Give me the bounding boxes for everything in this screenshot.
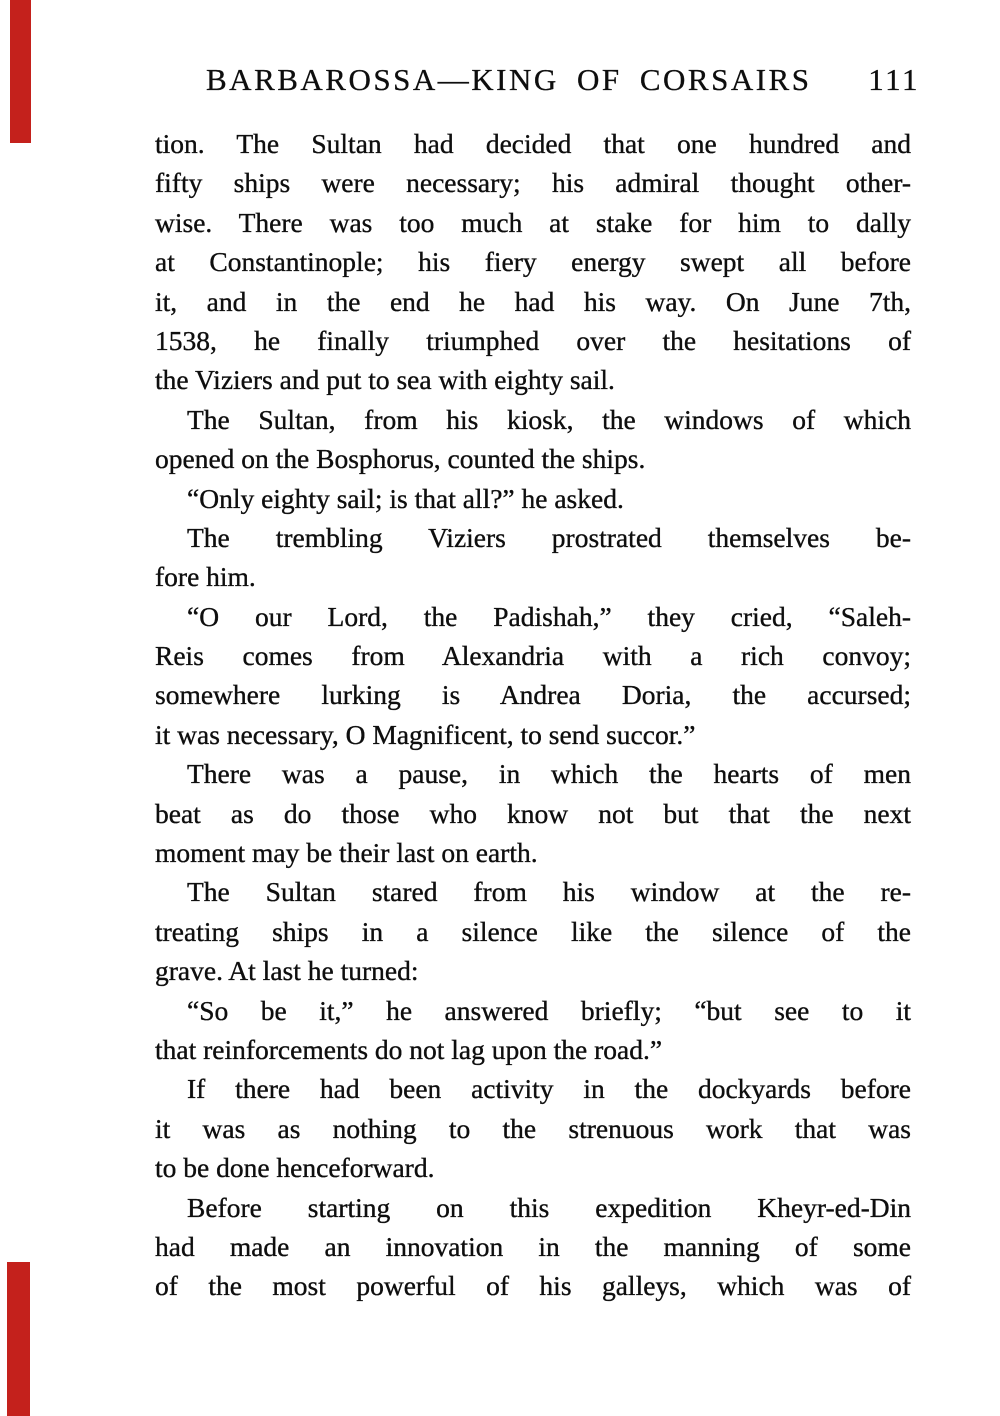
text-line: beat as do those who know not but that the next	[155, 797, 911, 829]
scan-edge-mark-top	[10, 0, 31, 143]
text-line: to be done henceforward.	[155, 1152, 435, 1184]
text-line: “O our Lord, the Padishah,” they cried, “Saleh-	[187, 600, 911, 632]
text-line: Reis comes from Alexandria with a rich convoy;	[155, 640, 911, 672]
text-line: at Constantinople; his fiery energy swept all before	[155, 246, 911, 278]
text-line: the Viziers and put to sea with eighty sail.	[155, 364, 615, 396]
text-line: Before starting on this expedition Kheyr-ed-Din	[187, 1191, 911, 1223]
page-number: 111	[868, 62, 920, 97]
text-line: opened on the Bosphorus, counted the ships.	[155, 443, 646, 475]
text-line: “So be it,” he answered briefly; “but see to it	[187, 994, 911, 1026]
scan-edge-mark-bottom	[7, 1262, 30, 1416]
text-line: it, and in the end he had his way. On June 7th,	[155, 285, 911, 317]
text-line: The trembling Viziers prostrated themselves be-	[187, 521, 911, 553]
text-line: The Sultan stared from his window at the re-	[187, 876, 911, 908]
text-line: of the most powerful of his galleys, which was of	[155, 1270, 911, 1302]
text-line: There was a pause, in which the hearts of men	[187, 758, 911, 790]
text-line: fifty ships were necessary; his admiral thought other-	[155, 167, 911, 199]
text-line: somewhere lurking is Andrea Doria, the accursed;	[155, 679, 911, 711]
text-line: grave. At last he turned:	[155, 955, 419, 987]
text-line: that reinforcements do not lag upon the road.”	[155, 1033, 663, 1065]
running-header	[206, 62, 920, 98]
header-title: BARBAROSSA—KING OF CORSAIRS	[206, 62, 812, 97]
text-line: fore him.	[155, 561, 256, 593]
text-line: “Only eighty sail; is that all?” he asked.	[187, 482, 624, 514]
text-line: had made an innovation in the manning of some	[155, 1230, 911, 1262]
text-line: If there had been activity in the dockyards before	[187, 1073, 911, 1105]
text-line: it was as nothing to the strenuous work that was	[155, 1112, 911, 1144]
text-line: tion. The Sultan had decided that one hundred and	[155, 128, 911, 159]
text-line: 1538, he finally triumphed over the hesitations of	[155, 324, 911, 356]
text-line: moment may be their last on earth.	[155, 837, 538, 869]
text-line: it was necessary, O Magnificent, to send succor.”	[155, 718, 696, 750]
body-text	[155, 124, 911, 1306]
text-line: wise. There was too much at stake for him to dally	[155, 206, 911, 238]
text-line: treating ships in a silence like the silence of the	[155, 915, 911, 947]
text-line: The Sultan, from his kiosk, the windows of which	[187, 403, 911, 435]
